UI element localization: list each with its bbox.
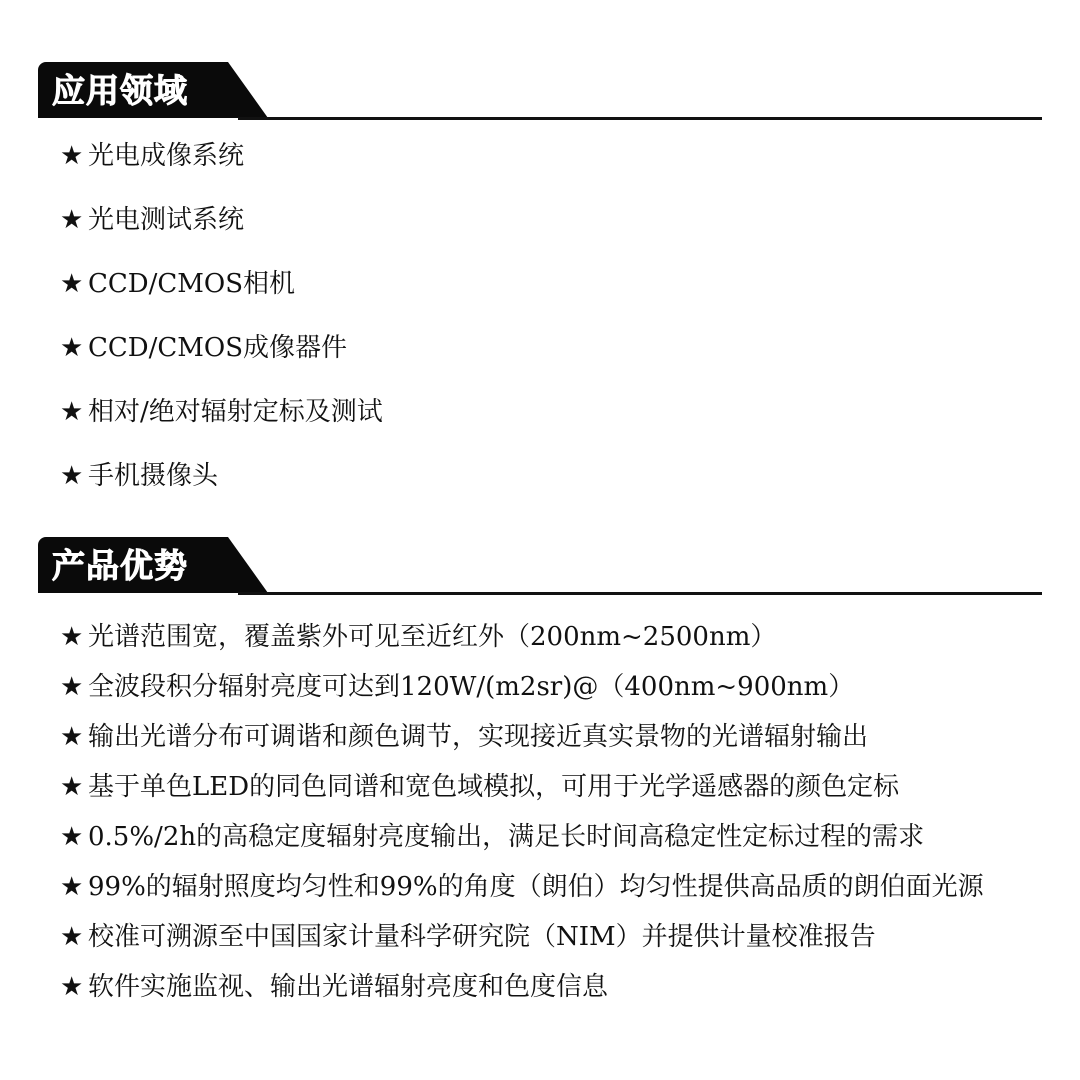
star-bullet-icon: ★	[60, 397, 84, 427]
list-item-text: 99%的辐射照度均匀性和99%的角度（朗伯）均匀性提供高品质的朗伯面光源	[88, 872, 984, 902]
star-bullet-icon: ★	[60, 269, 84, 299]
list-item-text: 相对/绝对辐射定标及测试	[88, 397, 383, 427]
list-item	[60, 969, 608, 1005]
list-item-text: 光谱范围宽，覆盖紫外可见至近红外（200nm~2500nm）	[88, 622, 777, 652]
list-item	[60, 458, 218, 494]
list-item-text: 0.5%/2h的高稳定度辐射亮度输出，满足长时间高稳定性定标过程的需求	[88, 822, 925, 852]
list-item	[60, 819, 924, 855]
section-divider	[238, 117, 1042, 120]
list-item-text: 光电测试系统	[88, 205, 245, 235]
list-item-text: 校准可溯源至中国国家计量科学研究院（NIM）并提供计量校准报告	[88, 922, 876, 952]
list-item	[60, 619, 776, 655]
section-header-applications	[38, 62, 1042, 120]
list-item	[60, 869, 984, 905]
list-item	[60, 394, 383, 430]
star-bullet-icon: ★	[60, 672, 84, 702]
star-bullet-icon: ★	[60, 822, 84, 852]
star-bullet-icon: ★	[60, 622, 84, 652]
star-bullet-icon: ★	[60, 772, 84, 802]
list-item-text: CCD/CMOS相机	[88, 269, 296, 299]
star-bullet-icon: ★	[60, 922, 84, 952]
list-item	[60, 266, 295, 302]
section-title-applications: 应用领域	[52, 71, 188, 110]
section-divider	[238, 592, 1042, 595]
list-item-text: 输出光谱分布可调谐和颜色调节，实现接近真实景物的光谱辐射输出	[88, 722, 869, 752]
list-item	[60, 138, 244, 174]
star-bullet-icon: ★	[60, 461, 84, 491]
list-item-text: 软件实施监视、输出光谱辐射亮度和色度信息	[88, 972, 609, 1002]
star-bullet-icon: ★	[60, 205, 84, 235]
list-item	[60, 719, 868, 755]
list-item	[60, 330, 347, 366]
list-item	[60, 202, 244, 238]
list-item-text: CCD/CMOS成像器件	[88, 333, 348, 363]
section-title-advantages: 产品优势	[52, 546, 188, 585]
star-bullet-icon: ★	[60, 972, 84, 1002]
star-bullet-icon: ★	[60, 872, 84, 902]
list-item	[60, 769, 899, 805]
list-item-text: 基于单色LED的同色同谱和宽色域模拟，可用于光学遥感器的颜色定标	[88, 772, 900, 802]
section-header-advantages	[38, 537, 1042, 595]
star-bullet-icon: ★	[60, 333, 84, 363]
list-item	[60, 669, 854, 705]
list-item-text: 光电成像系统	[88, 141, 245, 171]
list-item	[60, 919, 876, 955]
star-bullet-icon: ★	[60, 722, 84, 752]
star-bullet-icon: ★	[60, 141, 84, 171]
list-item-text: 全波段积分辐射亮度可达到120W/(m2sr)@（400nm~900nm）	[88, 672, 855, 702]
list-item-text: 手机摄像头	[88, 461, 219, 491]
